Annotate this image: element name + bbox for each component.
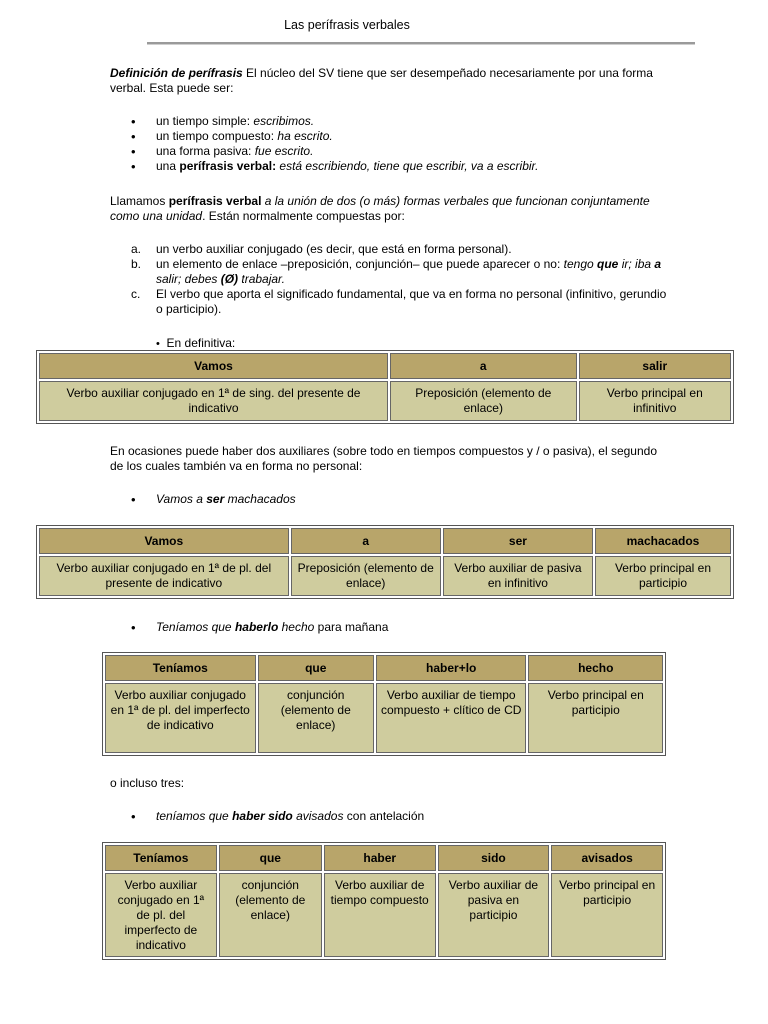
table-header-cell: Vamos [39,353,388,379]
table-header-cell: ser [443,528,593,554]
example-3-list [131,620,691,635]
en-definitiva-item: • En definitiva: [156,336,236,350]
llamamos-paragraph: Llamamos perífrasis verbal a la unión de dos (o más) formas verbales que funcionan conjuntamente como una unidad. Están normalmente compuestas por: [110,194,650,223]
list-item: • teníamos que haber sido avisados con antelación [131,809,691,824]
table-cell: Verbo auxiliar conjugado en 1ª de pl. del imperfecto de indicativo [105,873,217,957]
components-list [131,242,691,317]
definition-paragraph [110,66,670,96]
table-header-row [105,655,663,681]
table-header-row [39,353,731,379]
list-item: • una perífrasis verbal: está escribiendo, tiene que escribir, va a escribir. [131,159,691,174]
ocasiones-paragraph: En ocasiones puede haber dos auxiliares (sobre todo en tiempos compuestos y / o pasiva), el segundo de los cuales también va en forma no personal: [110,444,657,473]
table-cell: Verbo auxiliar conjugado en 1ª de pl. del presente de indicativo [39,556,289,596]
table-cell: Preposición (elemento de enlace) [390,381,577,421]
table-header-cell: hecho [528,655,663,681]
table-header-cell: sido [438,845,550,871]
table-2 [36,525,734,599]
table-header-cell: que [219,845,322,871]
table-row [39,556,731,596]
verb-forms-list [131,114,691,174]
list-item: • un tiempo compuesto: ha escrito. [131,129,691,144]
definition-label: Definición de perífrasis [110,66,243,80]
table-3 [102,652,666,756]
table-header-cell: haber+lo [376,655,527,681]
table-cell: Verbo auxiliar conjugado en 1ª de sing. del presente de indicativo [39,381,388,421]
list-item: • Vamos a ser machacados [131,492,691,507]
table-cell: Verbo principal en participio [528,683,663,753]
header-rule [147,42,695,44]
table-cell: Verbo auxiliar conjugado en 1ª de pl. del imperfecto de indicativo [105,683,256,753]
incluso-paragraph: o incluso tres: [110,776,185,790]
table-cell: Verbo auxiliar de pasiva en infinitivo [443,556,593,596]
list-item: • un tiempo simple: escribimos. [131,114,691,129]
table-cell: Verbo principal en participio [595,556,731,596]
table-header-cell: machacados [595,528,731,554]
table-cell: conjunción (elemento de enlace) [219,873,322,957]
table-header-cell: a [291,528,441,554]
table-header-cell: Vamos [39,528,289,554]
list-item: c. El verbo que aporta el significado fundamental, que va en forma no personal (infinitivo, gerundio o participio). [131,287,667,316]
table-cell: Preposición (elemento de enlace) [291,556,441,596]
table-cell: Verbo principal en participio [551,873,663,957]
example-2-list [131,492,691,507]
table-cell: conjunción (elemento de enlace) [258,683,374,753]
table-row [39,381,731,421]
table-header-row [39,528,731,554]
list-item: • una forma pasiva: fue escrito. [131,144,691,159]
table-cell: Verbo auxiliar de tiempo compuesto [324,873,436,957]
list-item: b. un elemento de enlace –preposición, conjunción– que puede aparecer o no: tengo que ir; iba a salir; debes (Ø) trabajar. [131,257,662,286]
table-cell: Verbo principal en infinitivo [579,381,731,421]
definition-text: El núcleo del SV tiene que ser desempeñado necesariamente por una forma verbal. Esta puede ser: [110,66,653,95]
table-header-cell: haber [324,845,436,871]
table-header-row [105,845,663,871]
table-header-cell: avisados [551,845,663,871]
table-header-cell: salir [579,353,731,379]
list-item: a. un verbo auxiliar conjugado (es decir, que está en forma personal). [131,242,512,256]
page-header-title: Las perífrasis verbales [284,18,410,32]
table-header-cell: Teníamos [105,845,217,871]
table-row [105,873,663,957]
table-header-cell: a [390,353,577,379]
table-header-cell: Teníamos [105,655,256,681]
table-4 [102,842,666,960]
table-cell: Verbo auxiliar de pasiva en participio [438,873,550,957]
table-1 [36,350,734,424]
table-row [105,683,663,753]
table-cell: Verbo auxiliar de tiempo compuesto + clítico de CD [376,683,527,753]
table-header-cell: que [258,655,374,681]
list-item: • Teníamos que haberlo hecho para mañana [131,620,691,635]
example-4-list [131,809,691,824]
